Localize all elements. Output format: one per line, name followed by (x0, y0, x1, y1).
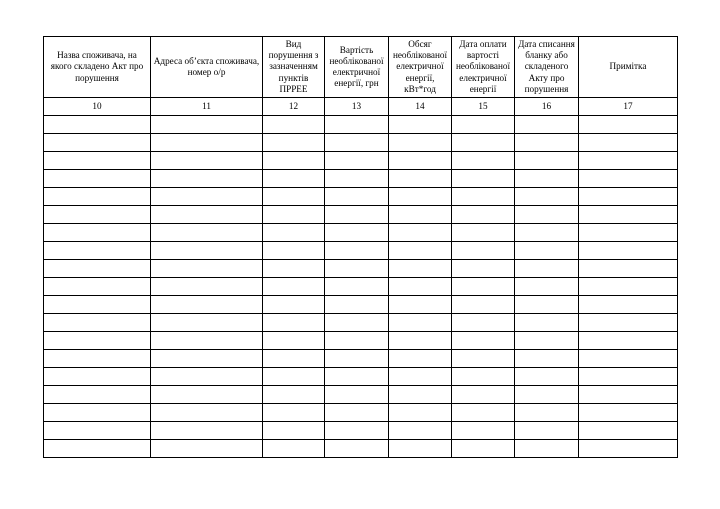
table-cell (44, 350, 151, 368)
column-number: 16 (515, 98, 579, 116)
table-cell (579, 242, 678, 260)
table-cell (452, 350, 515, 368)
table-cell (263, 206, 325, 224)
table-cell (515, 206, 579, 224)
header-writeoff-date: Дата списання бланку або складеного Акту про порушення (515, 37, 579, 98)
table-row (44, 116, 678, 134)
table-cell (579, 404, 678, 422)
table-cell (151, 386, 263, 404)
header-unaccounted-volume: Обсяг необлікованої електричної енергії, кВт*год (389, 37, 452, 98)
table-cell (151, 404, 263, 422)
table-cell (263, 278, 325, 296)
table-row (44, 350, 678, 368)
table-cell (515, 368, 579, 386)
table-cell (452, 332, 515, 350)
column-number: 10 (44, 98, 151, 116)
table-cell (325, 188, 389, 206)
table-cell (515, 224, 579, 242)
table-cell (325, 350, 389, 368)
table-cell (151, 206, 263, 224)
table-cell (452, 422, 515, 440)
table-cell (44, 386, 151, 404)
table-cell (452, 368, 515, 386)
table-cell (389, 350, 452, 368)
table-row (44, 314, 678, 332)
table-cell (44, 152, 151, 170)
table-cell (579, 314, 678, 332)
table-cell (515, 116, 579, 134)
table-cell (325, 170, 389, 188)
table-cell (579, 224, 678, 242)
table-cell (151, 314, 263, 332)
table-cell (389, 116, 452, 134)
table-cell (515, 242, 579, 260)
header-unaccounted-cost: Вартість необлікованої електричної енергії, грн (325, 37, 389, 98)
table-cell (151, 296, 263, 314)
column-number: 15 (452, 98, 515, 116)
table-cell (263, 368, 325, 386)
table-cell (579, 188, 678, 206)
table-cell (452, 440, 515, 458)
table-cell (44, 422, 151, 440)
table-cell (263, 224, 325, 242)
table-cell (515, 404, 579, 422)
header-consumer-address: Адреса об’єкта споживача, номер о/р (151, 37, 263, 98)
table-cell (579, 422, 678, 440)
table-cell (579, 134, 678, 152)
table-cell (325, 368, 389, 386)
table-cell (325, 242, 389, 260)
table-cell (44, 188, 151, 206)
table-cell (44, 314, 151, 332)
table-cell (515, 332, 579, 350)
table-cell (515, 152, 579, 170)
table-cell (389, 440, 452, 458)
table-cell (515, 134, 579, 152)
table-cell (325, 206, 389, 224)
table-cell (151, 188, 263, 206)
table-row (44, 260, 678, 278)
table-cell (44, 296, 151, 314)
table-cell (44, 134, 151, 152)
table-cell (389, 206, 452, 224)
table-row (44, 278, 678, 296)
table-cell (325, 332, 389, 350)
table-cell (263, 116, 325, 134)
table-cell (151, 350, 263, 368)
table-cell (389, 404, 452, 422)
violation-register-table (43, 36, 678, 458)
table-cell (389, 332, 452, 350)
table-row (44, 386, 678, 404)
table-cell (325, 152, 389, 170)
table-cell (452, 404, 515, 422)
table-cell (579, 440, 678, 458)
table-cell (44, 224, 151, 242)
table-cell (151, 116, 263, 134)
table-cell (263, 332, 325, 350)
table-cell (151, 260, 263, 278)
table-cell (263, 296, 325, 314)
table-row (44, 188, 678, 206)
table-cell (44, 368, 151, 386)
table-row (44, 422, 678, 440)
table-cell (452, 116, 515, 134)
header-violation-type: Вид порушення з зазначенням пунктів ПРРЕЕ (263, 37, 325, 98)
table-row (44, 404, 678, 422)
table-cell (263, 260, 325, 278)
table-cell (44, 170, 151, 188)
table-cell (579, 350, 678, 368)
table-cell (389, 152, 452, 170)
table-cell (325, 260, 389, 278)
table-cell (263, 152, 325, 170)
table-cell (515, 350, 579, 368)
header-payment-date: Дата оплати вартості необлікованої електричної енергії (452, 37, 515, 98)
table-cell (263, 350, 325, 368)
table-cell (263, 440, 325, 458)
table-cell (452, 134, 515, 152)
table-cell (515, 440, 579, 458)
table-cell (389, 296, 452, 314)
table-cell (579, 116, 678, 134)
table-cell (44, 116, 151, 134)
table-cell (151, 152, 263, 170)
table-cell (325, 314, 389, 332)
table-cell (579, 260, 678, 278)
table-cell (515, 170, 579, 188)
table-row (44, 224, 678, 242)
table-cell (579, 152, 678, 170)
table-cell (151, 242, 263, 260)
table-cell (389, 278, 452, 296)
table-row (44, 296, 678, 314)
table-cell (44, 440, 151, 458)
table-cell (325, 224, 389, 242)
table-cell (263, 386, 325, 404)
column-number: 14 (389, 98, 452, 116)
table-cell (579, 206, 678, 224)
table-cell (325, 440, 389, 458)
table-cell (389, 170, 452, 188)
table-row (44, 134, 678, 152)
table-cell (263, 170, 325, 188)
table-row (44, 242, 678, 260)
table-cell (389, 314, 452, 332)
table-cell (452, 224, 515, 242)
table-row (44, 152, 678, 170)
table-cell (452, 296, 515, 314)
table-cell (579, 386, 678, 404)
table-cell (389, 386, 452, 404)
table-cell (325, 278, 389, 296)
table-cell (579, 332, 678, 350)
table-cell (151, 224, 263, 242)
column-number-row (44, 98, 678, 116)
table-row (44, 440, 678, 458)
header-consumer-name: Назва споживача, на якого складено Акт про порушення (44, 37, 151, 98)
column-number: 11 (151, 98, 263, 116)
table-cell (44, 242, 151, 260)
table-cell (389, 134, 452, 152)
table-cell (515, 278, 579, 296)
table-cell (263, 134, 325, 152)
table-cell (452, 206, 515, 224)
table-cell (452, 278, 515, 296)
table-cell (151, 422, 263, 440)
header-row (44, 37, 678, 98)
table-cell (325, 116, 389, 134)
table-cell (151, 332, 263, 350)
table-cell (452, 314, 515, 332)
table-cell (579, 368, 678, 386)
table-cell (389, 368, 452, 386)
table-cell (325, 422, 389, 440)
table-cell (452, 386, 515, 404)
table-cell (44, 404, 151, 422)
table-cell (263, 314, 325, 332)
table-row (44, 332, 678, 350)
header-note: Примітка (579, 37, 678, 98)
column-number: 13 (325, 98, 389, 116)
table-cell (325, 134, 389, 152)
table-cell (151, 440, 263, 458)
table-cell (389, 242, 452, 260)
table-cell (452, 242, 515, 260)
table-row (44, 170, 678, 188)
table-cell (44, 332, 151, 350)
table-cell (579, 278, 678, 296)
table-cell (263, 188, 325, 206)
table-cell (515, 422, 579, 440)
table-row (44, 206, 678, 224)
table-cell (452, 170, 515, 188)
table-cell (515, 296, 579, 314)
table-cell (515, 260, 579, 278)
table-cell (515, 188, 579, 206)
table-cell (263, 422, 325, 440)
table-row (44, 368, 678, 386)
table-cell (452, 188, 515, 206)
table-cell (389, 224, 452, 242)
table-cell (389, 260, 452, 278)
table-cell (452, 152, 515, 170)
table-cell (389, 422, 452, 440)
table-cell (263, 404, 325, 422)
table-cell (44, 206, 151, 224)
table-cell (151, 368, 263, 386)
table-cell (389, 188, 452, 206)
table-cell (452, 260, 515, 278)
table-cell (151, 278, 263, 296)
table-cell (263, 242, 325, 260)
table-cell (579, 296, 678, 314)
table-cell (151, 134, 263, 152)
table-cell (151, 170, 263, 188)
table-cell (325, 296, 389, 314)
table-cell (44, 260, 151, 278)
column-number: 17 (579, 98, 678, 116)
table-cell (325, 386, 389, 404)
table-cell (579, 170, 678, 188)
table-cell (515, 314, 579, 332)
column-number: 12 (263, 98, 325, 116)
table-cell (325, 404, 389, 422)
table-cell (515, 386, 579, 404)
table-cell (44, 278, 151, 296)
